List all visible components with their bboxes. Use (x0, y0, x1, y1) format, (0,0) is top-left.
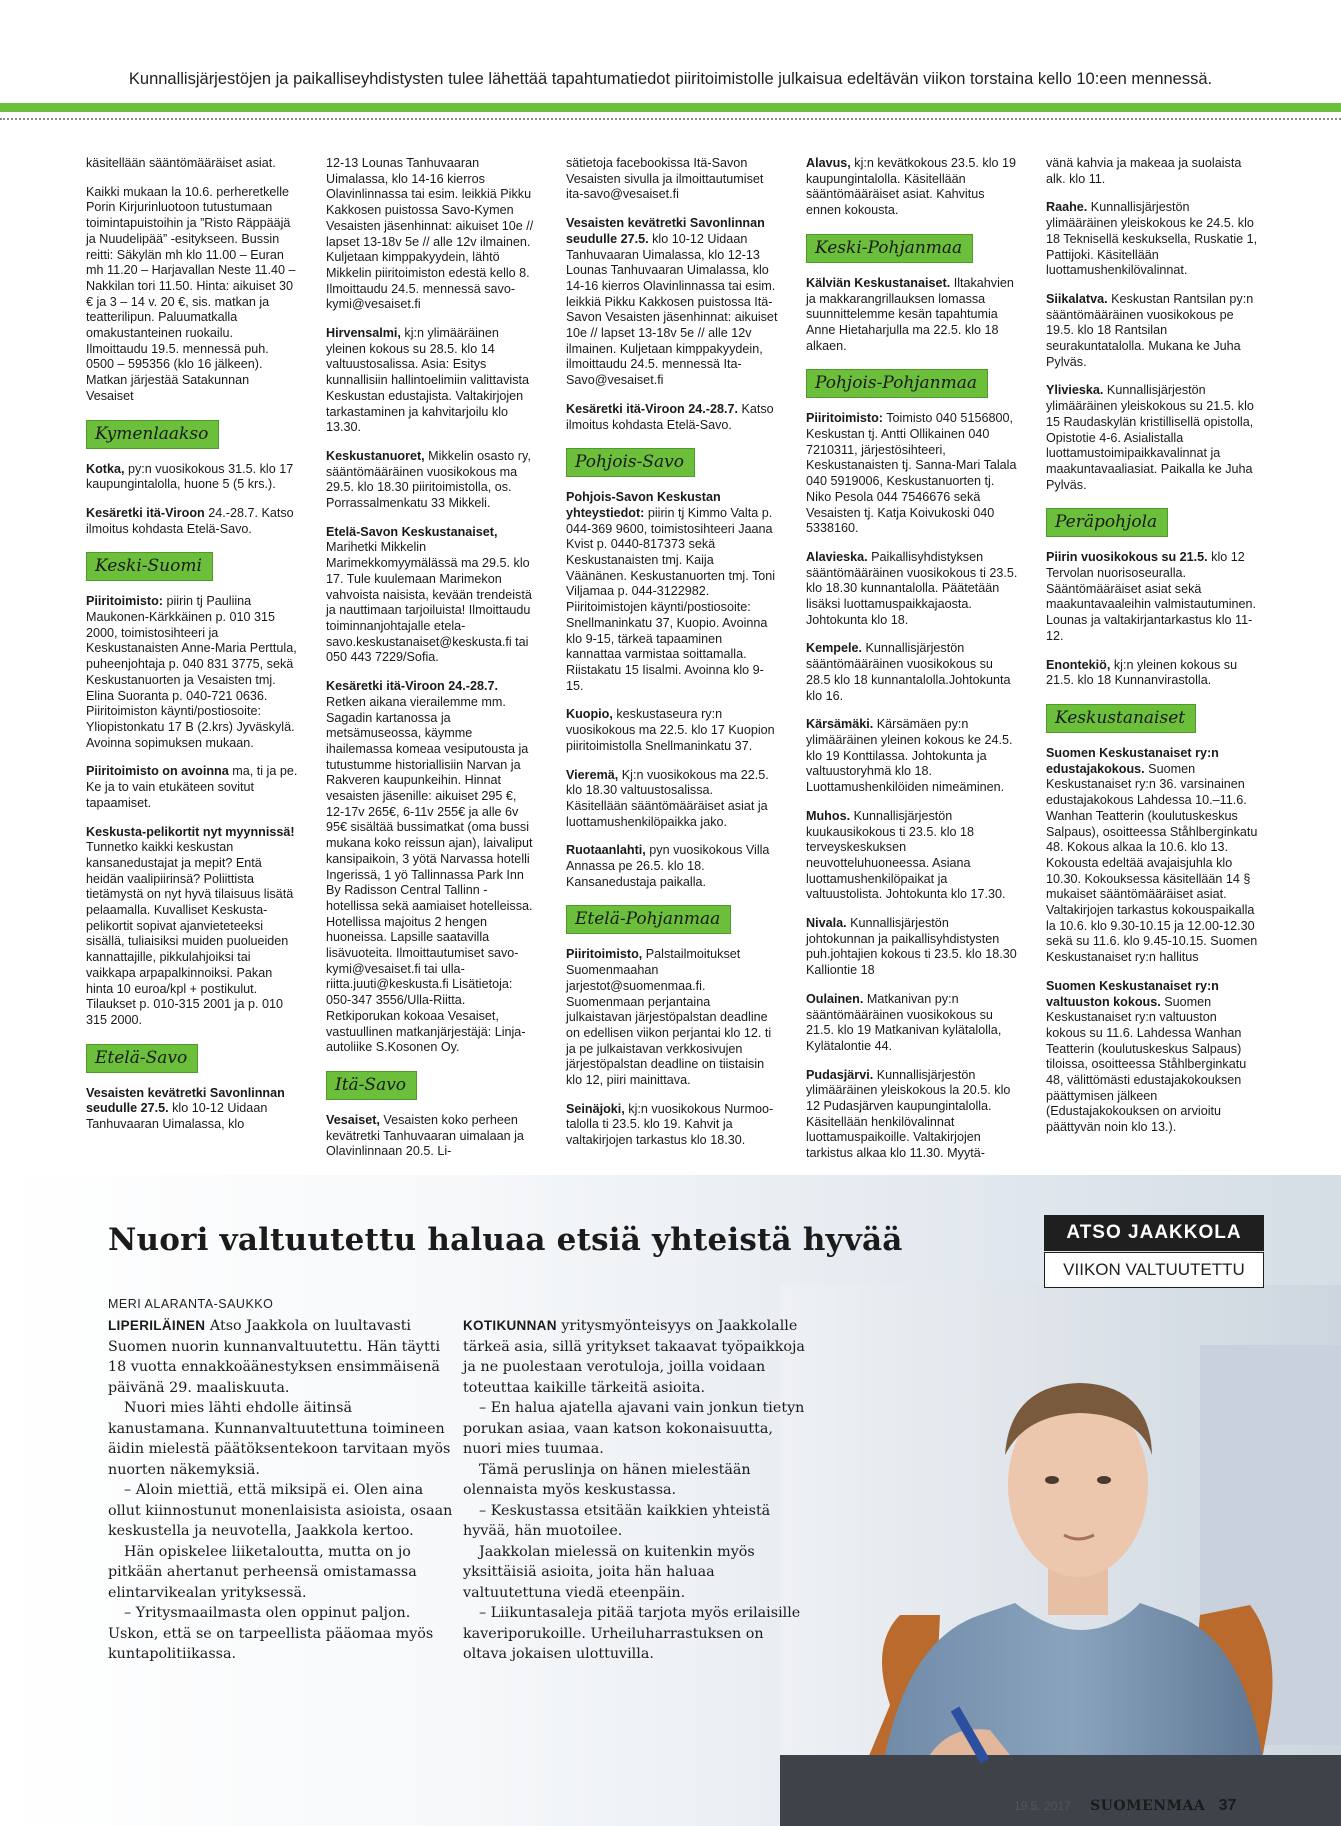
announcement-text: 12-13 Lounas Tanhuvaaran Uimalassa, klo 14-16 kierros Olavinlinnassa tai esim. leikkiä Pikku Kakkosen puistossa Savo-Kymen Vesaisten jäsenhinnat: aikuiset 10e // lapset 13-18v 5e // alle 12v ilmainen. Kuljetaan kimppakyydein, lähtö Mikkelin piiritoimiston edestä kello 8. Ilmoittaudu 24.5. mennessä savo-kymi@vesaiset.fi (326, 156, 534, 312)
article-paragraph (108, 1480, 453, 1542)
announcement-lead: Piirin vuosikokous su 21.5. (1046, 550, 1208, 565)
announcement (86, 156, 298, 172)
announcement-text: Retken aikana vierailemme mm. Sagadin kartanossa ja metsämuseossa, käymme ihailemassa komeaa vesiputousta ja tutustumme historiallisiin Narvan ja Rakveren kaupunkeihin. Hinnat vesaisten jäsenille: aikuiset 295 €, 12-17v 265€, 6-11v 255€ ja alle 6v 95€ sisältää bussimatkat (oma bussi mukana koko reissun ajan), laivaliput kansipaikoin, 3 yötä Narvassa hotelli Ingerissä, 1 yö Tallinnassa Park Inn By Radisson Central Tallinn -hotellissa sekä aamiaiset hotelleissa. Hotellissa majoitus 2 hengen huoneissa. Lapsille saatavilla lisävuoteita. Ilmoittautumiset savo-kymi@vesaiset.fi tai ulla-riitta.juuti@keskusta.fi Lisätietoja: 050-347 3556/Ulla-Riitta. Retkiporukan kokoaa Vesaiset, vastuullinen matkanjärjestäjä: Linja-autoliike S.Kosonen Oy. (326, 694, 533, 1055)
announcement-lead: Vieremä, (566, 767, 619, 782)
announcement (806, 992, 1018, 1055)
announcement (566, 707, 778, 754)
issue-date: 19.5. 2017 (1014, 1799, 1071, 1813)
paragraph-text: Jaakkolan mielessä on kuitenkin myös yksittäisiä asioita, joita hän haluaa valtuutettuna viedä eteenpäin. (463, 1543, 755, 1601)
paragraph-text: yritysmyönteisyys on Jaakkolalle tärkeä asia, sillä yritykset takaavat työpaikkoja ja ne puolestaan verotuloja, joilla voidaan toteuttaa kaikille tärkeitä asioita. (463, 1318, 805, 1396)
announcement-lead: Enontekiö, (1046, 657, 1111, 672)
announcement-text: piirin tj Pauliina Maukonen-Kärkkäinen p. 010 315 2000, toimistosihteeri ja Keskustanaisten Anne-Maria Perttula, puheenjohtaja p. 040 831 3775, sekä Keskustanuorten ja Vesaisten tmj. Elina Suoranta p. 040-721 0636. Piiritoimiston käynti/postiosoite: Yliopistonkatu 17 B (2.krs) Jyväskylä. Avoinna sopimuksen mukaan. (86, 594, 297, 750)
announcement-text: Toimisto 040 5156800, Keskustan tj. Antti Ollikainen 040 7210311, järjestösihteeri, Keskustanaisten tj. Sanna-Mari Talala 040 5919006, Keskustanuorten tj. Niko Pesola 044 7546676 sekä Vesaisten tj. Katja Koivukoski 040 5338160. (806, 411, 1017, 536)
article-paragraph (463, 1460, 808, 1501)
article-column-left (108, 1316, 453, 1665)
announcement (86, 594, 298, 751)
announcement-lead: Piiritoimisto: (806, 411, 883, 426)
announcement (86, 1086, 298, 1133)
announcement-lead: Vesaisten kevätretki Savonlinnan seudulle 27.5. (86, 1085, 285, 1116)
announcement (566, 1102, 778, 1149)
announcement-lead: Piiritoimisto: (86, 594, 163, 609)
announcement-lead: Kotka, (86, 461, 125, 476)
announcement-text: Marihetki Mikkelin Marimekkomyymälässä ma 29.5. klo 17. Tule kuulemaan Marimekon vahvoista naisista, kevään trendeistä ja nauttimaan tarjoiluista! Ilmoittaudu toiminnanjohtajalle etela-savo.keskustanaiset@keskusta.fi tai 050 443 7229/Sofia. (326, 540, 532, 665)
announcement-text: klo 12 Tervolan nuorisoseuralla. Sääntömääräiset asiat sekä maakuntavaaleihin valmistautuminen. Lounas ja valtakirjantarkastus klo 11-12. (1046, 550, 1257, 643)
announcement-text: Suomen Keskustanaiset ry:n 36. varsinainen edustajakokous Lahdessa 10.–11.6. Wanhan Teatterin (koulutuskeskus Salpaus), osoitteessa Ståhlberginkatu 48. Kokous alkaa la 10.6. klo 13. Kokousta edeltää avajaisjuhla klo 10.30. Kokouksessa käsitellään 14 § mukaiset sääntömääräiset asiat. Valtakirjojen tarkastus kokouspaikalla la 10.6. klo 9.30-10.15 ja 12.00-12.30 sekä su 11.6. klo 9.45-10.15. Suomen Keskustanaiset ry:n hallitus (1046, 761, 1258, 965)
announcement (566, 216, 778, 389)
announcement (806, 411, 1018, 537)
announcement-text: Iltakahvien ja makkarangrillauksen lomassa suunnittelemme kesän tapahtumia Anne Hietaharjulla ma 22.5. klo 18 alkaen. (806, 275, 1014, 353)
announcement-text: Keskustan Rantsilan py:n sääntömääräinen vuosikokous pe 19.5. klo 18 Rantsilan seurakuntatalolla. Mukana ke Juha Pylväs. (1046, 291, 1254, 369)
dotted-rule (0, 118, 1341, 120)
region-header: Keski-Pohjanmaa (806, 234, 973, 263)
paragraph-text: – Keskustassa etsitään kaikkien yhteistä hyvää, hän muotoilee. (463, 1502, 771, 1539)
announcement (86, 506, 298, 537)
announcement-text: vänä kahvia ja makeaa ja suolaista alk. klo 11. (1046, 156, 1242, 186)
announcement-column (566, 156, 778, 1162)
announcement-text: käsitellään sääntömääräiset asiat. (86, 156, 276, 170)
announcement-text: Suomen Keskustanaiset ry:n valtuuston kokous su 11.6. Lahdessa Wanhan Teatterin (koulutuskeskus Salpaus) tiloissa, osoitteessa Ståhlberginkatu 48, välittömästi edustajakokouksen päättymisen jälkeen (Edustajakokouksen on arvioitu päättyvän noin klo 13.). (1046, 994, 1247, 1135)
region-header: Keski-Suomi (86, 552, 213, 581)
announcement-text: kj:n kevätkokous 23.5. klo 19 kaupungintalolla. Käsitellään sääntömääräiset asiat. Kahvitus ennen kokousta. (806, 156, 1017, 218)
announcement-text: Katso ilmoitus kohdasta Etelä-Savo. (566, 401, 774, 432)
announcement-text: piirin tj Kimmo Valta p. 044-369 9600, toimistosihteeri Jaana Kvist p. 0440-817373 sekä Keskustanaisten tmj. Kaija Väänänen. Keskustanuorten tmj. Toni Viljamaa p. 044-3122982. Piiritoimistojen käynti/postiosoite: Snellmaninkatu 37, Kuopio. Avoinna klo 9-15, tärkeä tapaaminen kannattaa varmistaa soittamalla. Riistakatu 15 Iisalmi. Avoinna klo 9-15. (566, 505, 776, 693)
region-header: Etelä-Savo (86, 1044, 198, 1073)
lead-caps: LIPERILÄINEN (108, 1318, 206, 1333)
announcement (86, 185, 298, 405)
announcement-lead: Kesäretki itä-Viroon 24.-28.7. (566, 401, 738, 416)
announcement (1046, 746, 1258, 966)
announcement-lead: Hirvensalmi, (326, 326, 401, 341)
region-header: Etelä-Pohjanmaa (566, 905, 731, 934)
article-paragraph (463, 1316, 808, 1398)
article-headline: Nuori valtuutettu haluaa etsiä yhteistä hyvää (108, 1222, 903, 1258)
announcement (326, 156, 538, 313)
announcement (326, 449, 538, 512)
announcement-lead: Kempele. (806, 641, 862, 656)
announcement-text: Matkanivan py:n sääntömääräinen vuosikokous su 21.5. klo 19 Matkanivan kylätalolla, Kylätalontie 44. (806, 991, 1002, 1053)
announcement (806, 1068, 1018, 1162)
announcement-text: kj:n yleinen kokous su 21.5. klo 18 Kunnanvirastolla. (1046, 657, 1238, 688)
announcement (326, 326, 538, 436)
announcement-lead: Piiritoimisto on avoinna (86, 764, 229, 779)
announcement-text: Kunnallisjärjestön kuukausikokous ti 23.5. klo 18 terveyskeskuksen neuvotteluhuoneessa. Asiana luottamushenkilöpaikat ja valtuustolista. Johtokunta klo 17.30. (806, 808, 1006, 902)
announcement-lead: Piiritoimisto, (566, 947, 643, 962)
announcement-lead: Kesäretki itä-Viroon (86, 505, 205, 520)
article-paragraph (463, 1542, 808, 1604)
announcement (86, 764, 298, 811)
announcement (566, 947, 778, 1088)
announcement-lead: Pohjois-Savon Keskustan yhteystiedot: (566, 490, 721, 520)
announcement (566, 843, 778, 890)
announcement-lead: Alavus, (806, 156, 851, 170)
announcement-text: kj:n vuosikokous Nurmoo-talolla ti 23.5. klo 19. Kahvit ja valtakirjojen tarkastus klo 18.30. (566, 1101, 774, 1148)
announcement-column (806, 156, 1018, 1175)
announcement-lead: Muhos. (806, 808, 851, 823)
region-header: Kymenlaakso (86, 420, 219, 449)
announcement-text: ma, ti ja pe. Ke ja to vain etukäteen sovitut tapaamiset. (86, 764, 298, 810)
announcement-text: py:n vuosikokous 31.5. klo 17 kaupungintalolla, huone 5 (5 krs.). (86, 461, 294, 492)
announcement-lead: Kälviän Keskustanaiset. (806, 275, 951, 290)
announcement-text: Palstailmoitukset Suomenmaahan jarjestot@suomenmaa.fi. Suomenmaan perjantaina julkaistavan järjestöpalstan deadline on edellisen viikon perjantai klo 12. ti ja pe julkaistavan verkkosivujen järjestöpalstan deadline on tiistaisin klo 12, piiri mainittava. (566, 947, 772, 1088)
green-rule (0, 103, 1341, 112)
announcement-text: Vesaisten koko perheen kevätretki Tanhuvaaran uimalaan ja Olavinlinnaan 20.5. Li- (326, 1112, 524, 1159)
lead-caps: KOTIKUNNAN (463, 1318, 557, 1333)
announcement (806, 641, 1018, 704)
announcement-text: Mikkelin osasto ry, sääntömääräinen vuosikokous ma 29.5. klo 18.30 piiritoimistolla, os. Porrassalmenkatu 33 Mikkeli. (326, 448, 531, 511)
article-paragraph (108, 1398, 453, 1480)
announcement-text: Kunnallisjärjestön sääntömääräinen vuosikokous su 28.5 klo 18 kunnantalolla.Johtokunta klo 16. (806, 641, 1011, 703)
announcement (806, 717, 1018, 796)
paragraph-text: – En halua ajatella ajavani vain jonkun tietyn porukan asiaa, vaan katson kokonaisuutta, nuori mies tuumaa. (463, 1400, 805, 1457)
announcement (806, 809, 1018, 903)
announcement (1046, 292, 1258, 371)
announcement-text: Kunnallisjärjestön ylimääräinen yleiskokous ke 24.5. klo 18 Teknisellä keskuksella, Ruskatie 1, Pattijoki. Käsitellään luottamushenkilövalinnat. (1046, 200, 1258, 278)
announcement (326, 1113, 538, 1160)
announcement (326, 679, 538, 1056)
announcement-lead: Keskustanuoret, (326, 448, 425, 463)
announcement-column (1046, 156, 1258, 1149)
announcement-lead: Pudasjärvi. (806, 1067, 874, 1082)
announcement-lead: Ylivieska. (1046, 383, 1104, 398)
announcement-text: Tunnetko kaikki keskustan kansanedustajat ja mepit? Entä heidän vaalipiirinsä? Poliittista tietämystä on nyt hyvä tilaisuus lisätä pelaamalla. Kuvalliset Keskusta-pelikortit sopivat ajanvieteteeksi sisällä, tuliaisiksi muiden puolueiden kannattajille, pikkulahjoiksi tai vaikkapa arpapalkinnoiksi. Pakan hinta 10 euroa/kpl + postikulut. Tilaukset p. 010-315 2001 ja p. 010 315 2000. (86, 840, 294, 1027)
region-header: Keskustanaiset (1046, 704, 1196, 733)
announcement (1046, 658, 1258, 689)
announcement (86, 462, 298, 493)
paragraph-text: – Yritysmaailmasta olen oppinut paljon. Uskon, että se on tarpeellista pääomaa myös kuntapolitiikassa. (108, 1605, 434, 1662)
announcement-lead: Alavieska. (806, 549, 868, 564)
announcement-lead: Nivala. (806, 916, 847, 931)
announcement-text: Kaikki mukaan la 10.6. perheretkelle Porin Kirjurinluotoon tutustumaan toimintapuistoihin ja ”Risto Räppääjä ja Nuudelipää” -esitykseen. Bussin reitti: Säkylän mh klo 11.00 – Euran mh 11.20 – Harjavallan Neste 11.40 – Nakkilan tori 11.50. Hinta: aikuiset 30 € ja 3 – 14 v. 20 €, sis. matkan ja teatterilipun. Paluumatkalla omakustanteinen ruokailu. Ilmoittaudu 19.5. mennessä puh. 0500 – 595356 (klo 16 jälkeen). Matkan järjestää Satakunnan Vesaiset (86, 184, 296, 403)
announcement-text: 24.-28.7. Katso ilmoitus kohdasta Etelä-Savo. (86, 505, 294, 536)
announcement (1046, 156, 1258, 187)
announcement-lead: Ruotaanlahti, (566, 843, 646, 858)
article-column-right (463, 1316, 808, 1665)
announcement (566, 156, 778, 203)
announcement-text: Kunnallisjärjestön ylimääräinen yleiskokous su 21.5. klo 15 Raudaskylän kristillisellä opistolla, Opistotie 4-6. Asialistalla luottamustoimipaikkavalinnat ja maakuntavaaliasiat. Paikalla ke Juha Pylväs. (1046, 383, 1254, 492)
announcement-text: Kunnallisjärjestön ylimääräinen yleiskokous la 20.5. klo 12 Pudasjärven kaupungintalolla. Käsitellään henkilövalinnat luottamuspaikoille. Valtakirjojen tarkistus alkaa klo 11.30. Myytä- (806, 1067, 1011, 1161)
top-note: Kunnallisjärjestöjen ja paikalliseyhdistysten tulee lähettää tapahtumatiedot piiritoimistolle julkaisua edeltävän viikon torstaina kello 10:een mennessä. (128, 70, 1213, 88)
announcement (1046, 550, 1258, 644)
announcement-lead: Vesaiset, (326, 1112, 380, 1127)
announcement-lead: Kesäretki itä-Viroon 24.-28.7. (326, 679, 498, 694)
announcement (806, 276, 1018, 355)
article-paragraph (463, 1603, 808, 1665)
paragraph-text: Hän opiskelee liiketaloutta, mutta on jo pitkään ahertanut perheensä omistamassa elintarvikealan yrityksessä. (108, 1543, 417, 1601)
announcement-lead: Seinäjoki, (566, 1101, 625, 1116)
announcement-lead: Kärsämäki. (806, 717, 874, 732)
announcement-lead: Raahe. (1046, 200, 1088, 215)
region-header: Pohjois-Savo (566, 448, 695, 477)
page-number: 37 (1218, 1797, 1237, 1814)
paragraph-text: Nuori mies lähti ehdolle äitinsä kanustamana. Kunnanvaltuutettuna toimineen äidin mielestä päätöksentekoon tarvitaan myös nuorten näkemyksiä. (108, 1400, 451, 1478)
paragraph-text: Tämä peruslinja on hänen mielestään olennaista myös keskustassa. (463, 1461, 751, 1498)
publication-name: SUOMENMAA (1090, 1798, 1206, 1814)
article-paragraph (108, 1603, 453, 1665)
byline: MERI ALARANTA-SAUKKO (108, 1297, 274, 1311)
announcement-column (326, 156, 538, 1173)
announcement-column (86, 156, 298, 1146)
announcement-text: klo 10-12 Uidaan Tanhuvaaran Uimalassa, klo 12-13 Lounas Tanhuvaaran Uimalassa, klo 14-16 kierros Olavinlinnassa tai esim. leikkiä Pikku Kakkosen puistossa Itä-Savon Vesaisten jäsenhinnat: aikuiset 10e // lapset 13-18v 5e // alle 12v ilmainen. Kuljetaan kimppakyydein, ilmoittaudu 24.5. mennessä Ita-Savo@vesaiset.fi (566, 231, 778, 388)
article-paragraph (463, 1398, 808, 1460)
announcement (86, 825, 298, 1029)
announcement-lead: Vesaisten kevätretki Savonlinnan seudulle 27.5. (566, 216, 765, 246)
announcement (1046, 979, 1258, 1136)
paragraph-text: – Liikuntasaleja pitää tarjota myös erilaisille kaveriporukoille. Urheiluharrastuksen on oltava jokaisen ulottuvilla. (463, 1605, 801, 1662)
announcement-text: Kärsämäen py:n ylimääräinen yleinen kokous ke 24.5. klo 19 Konttilassa. Johtokunta ja valtuustoryhmä klo 18. Luottamushenkilöiden nimeäminen. (806, 717, 1013, 795)
announcement-text: keskustaseura ry:n vuosikokous ma 22.5. klo 17 Kuopion piiritoimistolla Snellmaninkatu 37. (566, 707, 775, 753)
announcement (566, 402, 778, 433)
announcement-lead: Siikalatva. (1046, 291, 1108, 306)
announcement (566, 768, 778, 831)
article-paragraph (108, 1316, 453, 1398)
page-footer (1014, 1797, 1236, 1815)
announcement (326, 525, 538, 666)
role-label: VIIKON VALTUUTETTU (1044, 1252, 1264, 1288)
announcement-lead: Keskusta-pelikortit nyt myynnissä! (86, 824, 295, 839)
announcement-text: Kj:n vuosikokous ma 22.5. klo 18.30 valtuustosalissa. Käsitellään sääntömääräiset asiat ja luottamushenkilöpaikka jako. (566, 767, 769, 829)
announcement-text: Kunnallisjärjestön johtokunnan ja paikallisyhdistysten puh.johtajien kokous ti 23.5. klo 18.30 Kalliontie 18 (806, 916, 1017, 978)
announcement-lead: Etelä-Savon Keskustanaiset, (326, 524, 498, 539)
article-paragraph (463, 1501, 808, 1542)
portrait-photo (780, 1285, 1341, 1826)
announcement (1046, 383, 1258, 493)
paragraph-text: Atso Jaakkola on luultavasti Suomen nuorin kunnanvaltuutettu. Hän täytti 18 vuotta ennakkoäänestyksen ensimmäisenä päivänä 29. maaliskuuta. (108, 1318, 441, 1396)
paragraph-text: – Aloin miettiä, että miksipä ei. Olen aina ollut kiinnostunut monenlaisista asioista, osaan keskustella ja neuvotella, Jaakkola kertoo. (108, 1482, 453, 1539)
announcement-lead: Suomen Keskustanaiset ry:n valtuuston kokous. (1046, 978, 1219, 1009)
announcement (1046, 200, 1258, 279)
announcement (566, 490, 778, 694)
announcement (806, 550, 1018, 629)
announcement-text: sätietoja facebookissa Itä-Savon Vesaisten sivulla ja ilmoittautumiset ita-savo@vesaiset.fi (566, 156, 764, 202)
announcement (806, 156, 1018, 219)
region-header: Itä-Savo (326, 1071, 417, 1100)
region-header: Pohjois-Pohjanmaa (806, 369, 988, 398)
announcement (806, 916, 1018, 979)
announcement-text: klo 10-12 Uidaan Tanhuvaaran Uimalassa, klo (86, 1101, 268, 1132)
announcement-lead: Kuopio, (566, 707, 613, 722)
announcement-lead: Oulainen. (806, 991, 864, 1006)
announcement-text: pyn vuosikokous Villa Annassa pe 26.5. klo 18. Kansanedustaja paikalla. (566, 843, 770, 889)
announcement-lead: Suomen Keskustanaiset ry:n edustajakokous. (1046, 745, 1219, 776)
region-header: Peräpohjola (1046, 508, 1168, 537)
announcement-text: kj:n ylimääräinen yleinen kokous su 28.5. klo 14 valtuustosalissa. Asia: Esitys kunnallisiin hallintoelimiin valittavista Keskustan edustajista. Valtakirjojen tarkastaminen ja kahvitarjoilu klo 13.30. (326, 326, 529, 435)
article-paragraph (108, 1542, 453, 1604)
name-label: ATSO JAAKKOLA (1044, 1215, 1264, 1251)
announcement-text: Paikallisyhdistyksen sääntömääräinen vuosikokous ti 23.5. klo 18.30 kunnantalolla. Päätetään lisäksi luottamuspaikkajaosta. Johtokunta klo 18. (806, 549, 1018, 627)
